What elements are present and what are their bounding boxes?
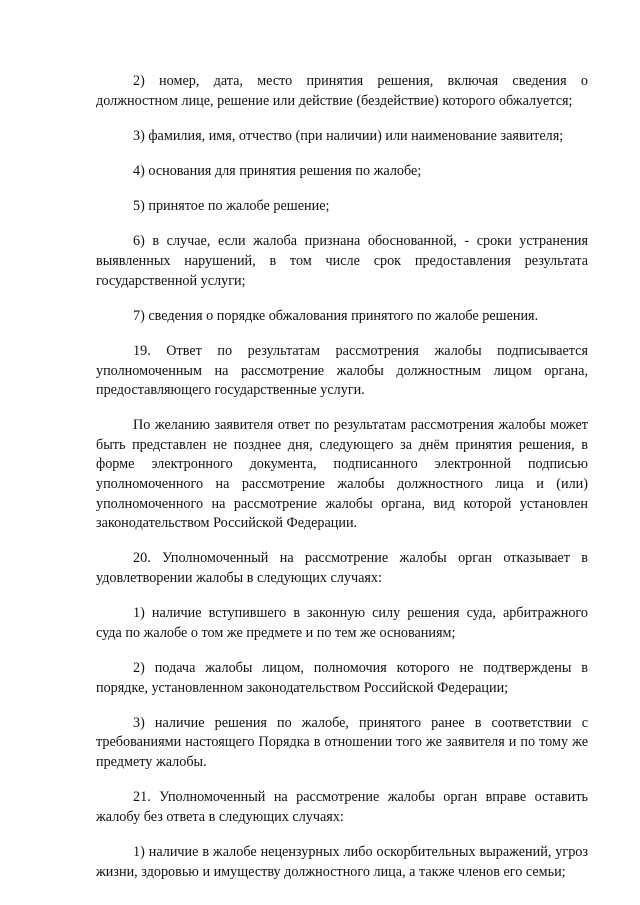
paragraph-electronic-response: По желанию заявителя ответ по результатам рассмотрения жалобы может быть представлен не позднее дня, следующего за днём принятия решения, в форме электронного документа, подписанного электронной подписью уполномоченного на рассмотрение жалобы должностного лица и (или) уполномоченного на рассмотрение жалобы органа, вид которой установлен законодательством Российской Федерации. [96,417,588,532]
paragraph-section-19: 19. Ответ по результатам рассмотрения жалобы подписывается уполномоченным на рассмотрение жалобы должностным лицом органа, предоставляющего государственные услуги. [96,342,588,399]
paragraph-complaint-item-5: 5) принятое по жалобе решение; [133,198,330,215]
paragraph-section-21: 21. Уполномоченный на рассмотрение жалобы орган вправе оставить жалобу без ответа в следующих случаях: [96,789,588,825]
paragraph-refusal-item-3: 3) наличие решения по жалобе, принятого ранее в соответствии с требованиями настоящего Порядка в отношении того же заявителя и по тому же предмету жалобы. [96,714,588,770]
paragraph-section-20: 20. Уполномоченный на рассмотрение жалобы орган отказывает в удовлетворении жалобы в следующих случаях: [96,550,588,587]
paragraph-no-answer-item-1: 1) наличие в жалобе нецензурных либо оскорбительных выражений, угроз жизни, здоровью и имуществу должностного лица, а также членов его семьи; [96,843,588,880]
paragraph-complaint-item-7: 7) сведения о порядке обжалования принятого по жалобе решения. [133,307,539,324]
paragraph-complaint-item-3: 3) фамилия, имя, отчество (при наличии) или наименование заявителя; [133,127,564,144]
paragraph-refusal-item-2: 2) подача жалобы лицом, полномочия которого не подтверждены в порядке, установленном законодательством Российской Федерации; [96,660,588,696]
paragraph-complaint-item-2: 2) номер, дата, место принятия решения, включая сведения о должностном лице, решение или действие (бездействие) которого обжалуется; [96,73,588,109]
paragraph-complaint-item-4: 4) основания для принятия решения по жалобе; [133,162,422,179]
paragraph-refusal-item-1: 1) наличие вступившего в законную силу решения суда, арбитражного суда по жалобе о том же предмете и по тем же основаниям; [96,605,588,641]
document-page [96,72,588,882]
paragraph-complaint-item-6: 6) в случае, если жалоба признана обоснованной, - сроки устранения выявленных нарушений, в том числе срок предоставления результата государственной услуги; [96,233,588,289]
